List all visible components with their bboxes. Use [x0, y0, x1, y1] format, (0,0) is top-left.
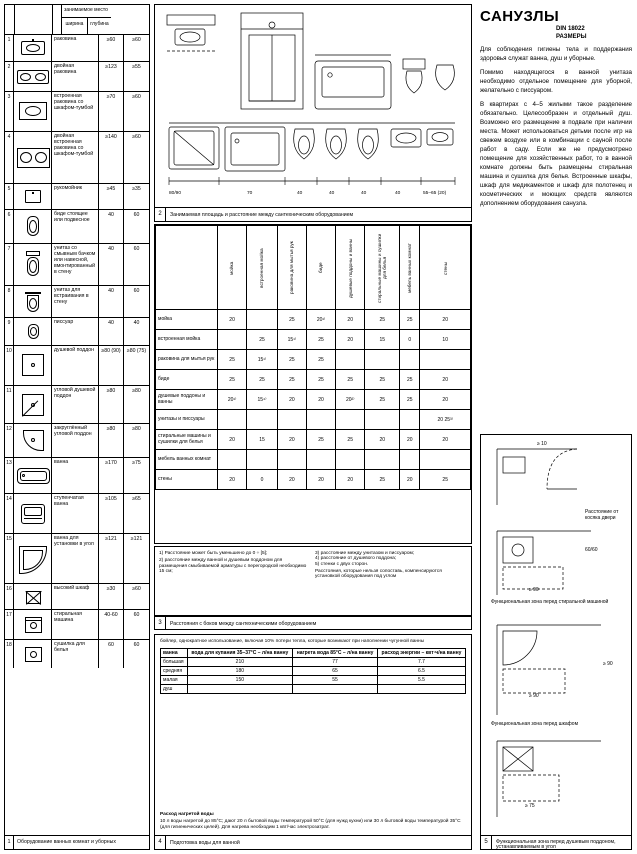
caption-number: 1	[5, 836, 14, 849]
matrix-cell: 20	[420, 390, 471, 410]
row-number: 2	[5, 62, 14, 91]
matrix-cell	[336, 350, 365, 370]
matrix-cell	[218, 330, 247, 350]
row-width: ≥80 (90)	[99, 346, 124, 385]
row-number: 10	[5, 346, 14, 385]
note-2: 2) расстояние между ванной и душевым поддоном для размещения смыбиваемой арматуры с перегородкой необходимо 15 см;	[159, 558, 307, 574]
table-row	[5, 286, 149, 318]
bath-table-cell: большая	[161, 658, 188, 667]
row-depth: ≥80 (75)	[126, 348, 147, 354]
row-width: 40	[99, 210, 124, 243]
row-name: душевой поддон	[52, 346, 99, 385]
matrix-row-header: стены	[156, 470, 218, 490]
panel4-intro: бойлер, однократное использование, включая 10% потери тепла, которые возникают при наполнении чугунной ванны	[160, 639, 425, 644]
row-name: закруглённый угловой поддон	[52, 424, 99, 457]
row-width: ≥70	[99, 92, 124, 131]
paragraph-2: Помимо находящегося в ванной унитаза необходимо отдельное помещение для уборной, желательно с писсуаром.	[480, 68, 632, 94]
functional-zones-svg	[481, 435, 631, 835]
bidet-icon	[14, 210, 52, 243]
matrix-col-header: стиральные машины и сушилки для белья	[365, 226, 400, 310]
paragraph-1: Для соблюдения гигиены тела и поддержания здоровья служат ванна, душ и уборные.	[480, 46, 632, 62]
matrix-row-header: встроенная мойка	[156, 330, 218, 350]
row-width: ≥105	[99, 494, 124, 533]
washing-machine-icon	[14, 610, 52, 639]
row-width: ≥45	[99, 184, 124, 209]
matrix-cell: 20	[420, 310, 471, 330]
row-width: 40	[99, 286, 124, 317]
dim-90c: ≥ 90	[529, 693, 539, 699]
step-bath-icon	[14, 494, 52, 533]
panel4-footer-title: Расход нагретой воды	[160, 812, 214, 818]
wc-icon	[14, 244, 52, 285]
dim-90b: ≥ 90	[603, 661, 613, 667]
matrix-cell: 25	[400, 370, 420, 390]
row-number: 16	[5, 584, 14, 609]
matrix-cell: 25	[336, 370, 365, 390]
dimension-40b: 40	[329, 191, 335, 196]
row-width: ≥121	[99, 534, 124, 583]
matrix-cell: 20	[306, 390, 335, 410]
matrix-cell: 15⁴⁾	[247, 390, 278, 410]
table-row	[5, 184, 149, 210]
matrix-row	[156, 350, 471, 370]
caption-text: Подготовка воды для ванной	[170, 839, 240, 846]
row-width: 40	[99, 244, 124, 285]
matrix-cell	[277, 450, 306, 470]
matrix-cell: 25	[365, 310, 400, 330]
double-built-in-sink-icon	[14, 132, 52, 183]
row-number: 9	[5, 318, 14, 345]
dryer-icon	[14, 640, 52, 668]
matrix-cell: 15¹⁾	[247, 350, 278, 370]
panel4-caption	[154, 836, 472, 850]
bath-table-cell: душ	[161, 685, 188, 694]
tall-cabinet-icon	[14, 584, 52, 609]
note-extra: Расстояния, которые нельзя сопоставь, компенсируются установкой оборудования под углом	[315, 568, 442, 580]
matrix-row	[156, 310, 471, 330]
bath-table-cell: 210	[187, 658, 293, 667]
matrix-cell	[400, 350, 420, 370]
matrix-col-header: биде	[306, 226, 335, 310]
dim-90a: ≥ 90	[529, 587, 539, 593]
table-row	[5, 92, 149, 132]
row-width: 40	[99, 318, 124, 345]
panel2-caption	[154, 208, 472, 222]
matrix-row-header: биде	[156, 370, 218, 390]
row-depth: ≥75	[132, 460, 141, 466]
note-4: 4) расстояние от душевого поддона;	[315, 556, 397, 562]
bath-table-col-header: расход энергии – квт·ч/на ванну	[377, 649, 465, 658]
row-number: 18	[5, 640, 14, 668]
panel-functional-zones	[480, 434, 632, 836]
row-name: двойная раковина	[52, 62, 99, 91]
matrix-cell: 25	[218, 350, 247, 370]
matrix-cell: 25	[365, 370, 400, 390]
row-depth: ≥121	[130, 536, 143, 542]
row-depth: ≥35	[132, 186, 141, 192]
sink-icon	[14, 35, 52, 61]
fixtures-table-header	[5, 5, 149, 35]
matrix-cell: 25	[420, 470, 471, 490]
row-name: унитаз со смывным бачком или навесной, вмонтированный в стену	[52, 244, 99, 285]
row-width: 40-60	[99, 610, 124, 639]
matrix-row-header: унитазы и писсуары	[156, 410, 218, 430]
matrix-cell: 20	[277, 470, 306, 490]
row-depth: ≥60	[132, 94, 141, 100]
caption-number: 4	[155, 836, 166, 849]
table-row	[5, 210, 149, 244]
caption-text: Расстояния с боков между сантехническими оборудованием	[170, 620, 317, 627]
note-1: 1) Расстояние может быть уменьшено до 0 ÷ [5];	[159, 551, 268, 556]
bath-table-row	[161, 676, 466, 685]
page-title: САНУЗЛЫ	[480, 8, 560, 25]
row-depth: ≥60	[132, 134, 141, 140]
table-row	[5, 35, 149, 62]
table-row	[5, 424, 149, 458]
fixtures-caption	[5, 835, 149, 849]
matrix-col-header: мебель ванных комнат	[400, 226, 420, 310]
matrix-row	[156, 470, 471, 490]
caption-text: Функциональная зона перед душевым поддоном, устанавливаемым в угол	[496, 838, 616, 851]
caption-number: 2	[155, 208, 166, 221]
dim-10: ≥ 10	[537, 441, 547, 447]
matrix-cell: 25	[400, 310, 420, 330]
bath-table-cell: малая	[161, 676, 188, 685]
subtitle-label: РАЗМЕРЫ	[556, 34, 587, 40]
matrix-cell: 20	[336, 470, 365, 490]
matrix-col-header: стены	[420, 226, 471, 310]
matrix-cell	[400, 410, 420, 430]
table-row	[5, 640, 149, 668]
matrix-cell: 0	[400, 330, 420, 350]
row-depth: 60	[133, 246, 140, 252]
bath-table-cell: 65	[293, 667, 378, 676]
row-number: 3	[5, 92, 14, 131]
panel4-footer-text: 10 л воды нагретой до 85°С; дают 20 л бытовой воды температурой 50°С (для нужд кухни) или 30 л бытовой воды температурой 35°С (для гигиенических целей). Для нагрева необходим 1 квт/час электрозатрат.	[160, 819, 461, 830]
header-width-label: ширина	[65, 21, 84, 27]
caption-number: 3	[155, 617, 166, 629]
matrix-cell: 20	[336, 310, 365, 330]
row-width: ≥80	[99, 386, 124, 423]
row-depth: 60	[133, 212, 140, 218]
matrix-cell: 25	[306, 430, 335, 450]
matrix-cell: 25	[247, 330, 278, 350]
row-name: встроенная раковина со шкафом-тумбой	[52, 92, 99, 131]
row-name: ванна для установки в угол	[52, 534, 99, 583]
bath-table-col-header: ванна	[161, 649, 188, 658]
panel3-notes	[154, 546, 472, 616]
row-number: 8	[5, 286, 14, 317]
header-depth-label: глубина	[90, 21, 109, 27]
row-number: 6	[5, 210, 14, 243]
bath-table-cell	[377, 685, 465, 694]
bath-icon	[14, 458, 52, 493]
row-depth: ≥55	[132, 64, 141, 70]
bath-table-cell: 180	[187, 667, 293, 676]
matrix-cell: 25	[277, 350, 306, 370]
bath-table-cell	[187, 685, 293, 694]
matrix-cell: 25	[277, 310, 306, 330]
matrix-cell	[365, 350, 400, 370]
matrix-cell	[247, 310, 278, 330]
row-width: ≥60	[99, 35, 124, 61]
row-number: 11	[5, 386, 14, 423]
matrix-cell	[400, 450, 420, 470]
table-row	[5, 386, 149, 424]
paragraph-3: В квартирах с 4–5 жилыми такое разделение обязательно. Целесообразен и отдельный душ. Возможно его размещение в подвале при наличии места. Может использоваться детьми после игр на свежем воздухе или в комбинации с сауной после работ в саду. Если же не предусмотрено помещение для хозяйственных работ, то в ванной комнате должны быть размещены стиральная машина и сушилка для белья. Встроенные шкафы, шкаф для медикаментов и шкаф для полотенец и косметических и моющих средств являются дополнением оборудования санузла.	[480, 100, 632, 207]
row-width: ≥123	[99, 62, 124, 91]
dimension-40d: 40	[395, 191, 401, 196]
row-depth: ≥80	[132, 388, 141, 394]
matrix-row-header: стиральные машины и сушилки для белья	[156, 430, 218, 450]
fixture-layout-svg	[155, 5, 471, 207]
panel3-caption	[154, 616, 472, 630]
matrix-cell	[336, 410, 365, 430]
matrix-cell: 25	[247, 370, 278, 390]
row-name: стиральная машина	[52, 610, 99, 639]
notes-left	[159, 551, 309, 574]
header-group-label: занимаемое место	[64, 7, 108, 13]
matrix-cell: 20	[218, 470, 247, 490]
matrix-cell: 25	[306, 330, 335, 350]
bath-table-row	[161, 685, 466, 694]
matrix-cell: 25	[218, 370, 247, 390]
fixtures-table	[4, 4, 150, 850]
bath-water-table	[160, 648, 466, 694]
row-name: писсуар	[52, 318, 99, 345]
matrix-cell	[277, 410, 306, 430]
standard-label: DIN 18022	[556, 26, 585, 32]
row-width: 60	[99, 640, 124, 668]
panel5-caption	[480, 836, 632, 850]
note-5: 5) стенки с двух сторон.	[315, 561, 369, 567]
bath-table-cell: 7.7	[377, 658, 465, 667]
subcaption-cabinet: Функциональная зона перед шкафом	[491, 721, 579, 727]
dim-60-60: 60/60	[585, 547, 598, 553]
matrix-row	[156, 430, 471, 450]
table-row	[5, 584, 149, 610]
row-depth: 60	[133, 642, 140, 648]
row-number: 1	[5, 35, 14, 61]
row-depth: ≥80	[132, 426, 141, 432]
table-row	[5, 132, 149, 184]
wc-wall-icon	[14, 286, 52, 317]
matrix-cell: 25	[336, 430, 365, 450]
caption-text: Занимаемая площадь и расстояние между сантехническим оборудованием	[170, 211, 354, 218]
table-row	[5, 494, 149, 534]
row-width: ≥170	[99, 458, 124, 493]
matrix-cell: 20	[218, 430, 247, 450]
matrix-row-header: раковина для мытья рук	[156, 350, 218, 370]
urinal-icon	[14, 318, 52, 345]
table-row	[5, 534, 149, 584]
row-depth: 60	[133, 612, 140, 618]
matrix-corner	[156, 226, 218, 310]
matrix-cell	[306, 450, 335, 470]
matrix-cell: 15¹⁾	[277, 330, 306, 350]
matrix-row	[156, 330, 471, 350]
matrix-cell	[365, 410, 400, 430]
matrix-cell: 20¹⁾	[218, 390, 247, 410]
distance-matrix-table	[155, 225, 471, 490]
matrix-cell: 20	[277, 430, 306, 450]
row-number: 15	[5, 534, 14, 583]
matrix-cell: 20	[400, 470, 420, 490]
bath-table-row	[161, 667, 466, 676]
dimension-40c: 40	[361, 191, 367, 196]
matrix-cell: 25	[306, 350, 335, 370]
subcaption-door-jamb: Расстояние от косяка двери	[585, 509, 619, 521]
bath-table-cell: 5.5	[377, 676, 465, 685]
matrix-cell: 15	[365, 330, 400, 350]
matrix-col-header: встроенная мойка	[247, 226, 278, 310]
bath-table-cell: 6.5	[377, 667, 465, 676]
matrix-cell: 20	[218, 310, 247, 330]
row-name: раковина	[52, 35, 99, 61]
row-name: унитаз для встраивания в стену	[52, 286, 99, 317]
row-number: 12	[5, 424, 14, 457]
matrix-cell: 20	[277, 390, 306, 410]
row-depth: 60	[133, 288, 140, 294]
matrix-cell: 20¹⁾	[306, 310, 335, 330]
matrix-cell: 20	[365, 430, 400, 450]
matrix-cell: 15	[247, 430, 278, 450]
bath-table-cell: средняя	[161, 667, 188, 676]
dimension-70: 70	[247, 191, 253, 196]
matrix-cell	[218, 450, 247, 470]
corner-shower-icon	[14, 386, 52, 423]
matrix-cell: 25	[277, 370, 306, 390]
matrix-cell: 20²⁾	[336, 390, 365, 410]
matrix-cell: 25	[365, 390, 400, 410]
bath-table-col-header: нагрета вода 85°С – л/на ванну	[293, 649, 378, 658]
row-name: угловой душевой поддон	[52, 386, 99, 423]
row-number: 5	[5, 184, 14, 209]
matrix-cell: 20	[420, 430, 471, 450]
matrix-col-header: мойка	[218, 226, 247, 310]
matrix-row-header: душевые поддоны и ванны	[156, 390, 218, 410]
caption-text: Оборудование ванных комнат и уборных	[17, 839, 116, 845]
matrix-cell	[247, 450, 278, 470]
table-row	[5, 610, 149, 640]
row-depth: ≥60	[132, 37, 141, 43]
matrix-cell: 20	[306, 470, 335, 490]
bath-table-cell: 55	[293, 676, 378, 685]
row-name: ванна	[52, 458, 99, 493]
panel-distance-matrix	[154, 224, 472, 544]
panel-water-preparation	[154, 634, 472, 836]
round-corner-shower-icon	[14, 424, 52, 457]
matrix-cell: 0	[247, 470, 278, 490]
matrix-cell	[218, 410, 247, 430]
bath-table-cell: 150	[187, 676, 293, 685]
row-depth: 40	[133, 320, 140, 326]
corner-bath-icon	[14, 534, 52, 583]
shower-tray-icon	[14, 346, 52, 385]
table-row	[5, 346, 149, 386]
row-name: высокий шкаф	[52, 584, 99, 609]
bath-table-col-header: вода для купания 35–37°С – л/на ванну	[187, 649, 293, 658]
matrix-cell	[365, 450, 400, 470]
row-number: 13	[5, 458, 14, 493]
row-name: ступенчатая ванна	[52, 494, 99, 533]
hand-basin-icon	[14, 184, 52, 209]
matrix-cell	[336, 450, 365, 470]
bath-table-cell: 77	[293, 658, 378, 667]
matrix-cell: 25	[306, 370, 335, 390]
bath-table-row	[161, 658, 466, 667]
double-sink-icon	[14, 62, 52, 91]
table-row	[5, 62, 149, 92]
matrix-row-header: мебель ванных комнат	[156, 450, 218, 470]
table-row	[5, 458, 149, 494]
matrix-cell: 25	[365, 470, 400, 490]
table-row	[5, 318, 149, 346]
row-name: сушилка для белья	[52, 640, 99, 668]
row-number: 7	[5, 244, 14, 285]
matrix-cell	[247, 410, 278, 430]
matrix-col-header: раковина для мытья рук	[277, 226, 306, 310]
matrix-row	[156, 410, 471, 430]
matrix-cell	[420, 450, 471, 470]
row-number: 17	[5, 610, 14, 639]
matrix-row	[156, 370, 471, 390]
table-row	[5, 244, 149, 286]
matrix-cell: 20 25³⁾	[420, 410, 471, 430]
row-depth: ≥65	[132, 496, 141, 502]
dim-75: ≥ 75	[525, 803, 535, 809]
row-width: ≥80	[99, 424, 124, 457]
matrix-cell	[420, 350, 471, 370]
matrix-cell: 20	[400, 430, 420, 450]
matrix-row	[156, 390, 471, 410]
subcaption-washing-machine: Функциональная зона перед стиральной машиной	[491, 599, 609, 605]
matrix-col-header: душевые поддоны и ванны	[336, 226, 365, 310]
dimension-80-90: 80/90	[169, 191, 182, 196]
dimension-40a: 40	[297, 191, 303, 196]
matrix-row-header: мойка	[156, 310, 218, 330]
notes-right	[315, 551, 467, 579]
article-body	[480, 46, 632, 209]
bath-table-header-row	[161, 649, 466, 658]
row-name: двойная встроенная раковина со шкафом-тумбой	[52, 132, 99, 183]
matrix-cell: 10	[420, 330, 471, 350]
caption-number: 5	[481, 836, 492, 849]
row-name: рукомойник	[52, 184, 99, 209]
matrix-row	[156, 450, 471, 470]
fixtures-rows	[5, 35, 149, 668]
matrix-cell: 20	[336, 330, 365, 350]
row-width: ≥30	[99, 584, 124, 609]
dimension-55-65: 55–65 (20)	[423, 191, 447, 196]
note-3: 3) расстояние между унитазом и писсуаром;	[315, 551, 415, 556]
built-in-sink-icon	[14, 92, 52, 131]
row-depth: ≥60	[132, 586, 141, 592]
matrix-cell: 20	[420, 370, 471, 390]
panel-layouts-diagram	[154, 4, 472, 208]
row-width: ≥140	[99, 132, 124, 183]
row-number: 14	[5, 494, 14, 533]
matrix-cell: 25	[400, 390, 420, 410]
row-name: биде стоящее или подвесное	[52, 210, 99, 243]
bath-table-cell	[293, 685, 378, 694]
matrix-cell	[306, 410, 335, 430]
row-number: 4	[5, 132, 14, 183]
